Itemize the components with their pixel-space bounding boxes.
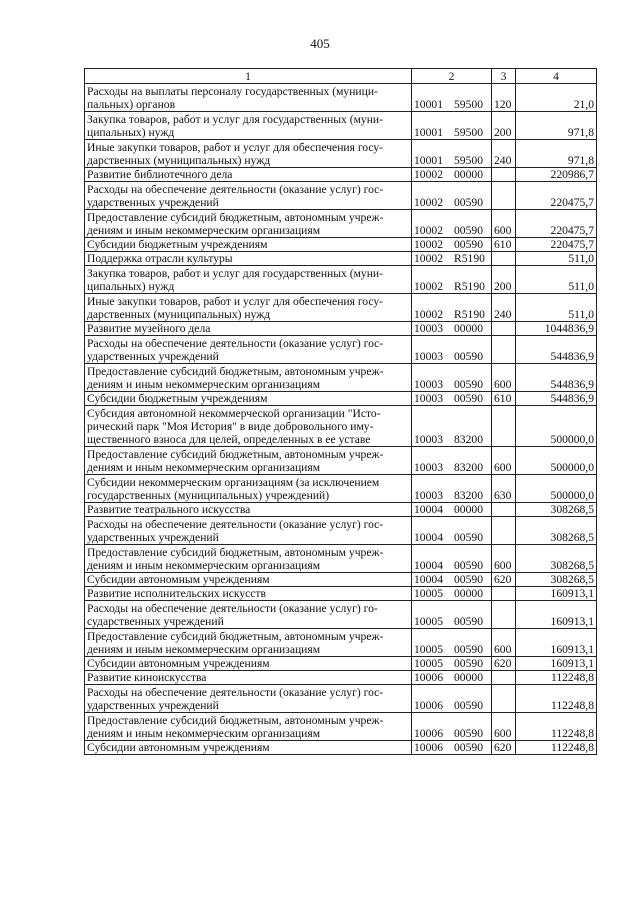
expense-type-code — [492, 587, 516, 601]
table-row — [85, 336, 597, 364]
amount-value: 971,8 — [516, 112, 597, 140]
program-code: 10002 — [414, 308, 443, 321]
expense-type-code — [492, 406, 516, 447]
expense-type-code — [492, 182, 516, 210]
table-row — [85, 629, 597, 657]
program-code: 10006 — [414, 671, 443, 684]
direction-code: 00590 — [454, 741, 483, 754]
expense-type-code — [492, 336, 516, 364]
target-article-code — [412, 238, 492, 252]
amount-value: 500000,0 — [516, 447, 597, 475]
table-row — [85, 168, 597, 182]
target-article-code — [412, 713, 492, 741]
table-row — [85, 266, 597, 294]
expense-item-name: Расходы на обеспечение деятельности (оказание услуг) гос-ударственных учреждений — [85, 182, 412, 210]
amount-value: 112248,8 — [516, 671, 597, 685]
target-article-code — [412, 475, 492, 503]
expense-type-code: 600 — [492, 713, 516, 741]
expense-item-name: Развитие театрального искусства — [85, 503, 412, 517]
program-code: 10003 — [414, 489, 443, 502]
table-row — [85, 503, 597, 517]
table-row — [85, 294, 597, 322]
amount-value: 308268,5 — [516, 573, 597, 587]
table-row — [85, 112, 597, 140]
expense-item-name: Развитие исполнительских искусств — [85, 587, 412, 601]
header-col-4: 4 — [516, 69, 597, 84]
expense-type-code — [492, 252, 516, 266]
amount-value: 112248,8 — [516, 741, 597, 755]
program-code: 10002 — [414, 196, 443, 209]
expense-type-code: 240 — [492, 140, 516, 168]
expense-type-code — [492, 685, 516, 713]
expense-item-name: Расходы на обеспечение деятельности (оказание услуг) гос-ударственных учреждений — [85, 517, 412, 545]
program-code: 10001 — [414, 154, 443, 167]
direction-code: 83200 — [454, 489, 483, 502]
table-row — [85, 210, 597, 238]
table-row — [85, 392, 597, 406]
table-row — [85, 517, 597, 545]
direction-code: 00590 — [454, 615, 483, 628]
program-code: 10004 — [414, 559, 443, 572]
expense-item-name: Развитие киноискусства — [85, 671, 412, 685]
expense-item-name: Расходы на выплаты персоналу государственных (муници-пальных) органов — [85, 84, 412, 112]
target-article-code — [412, 84, 492, 112]
target-article-code — [412, 210, 492, 238]
amount-value: 220986,7 — [516, 168, 597, 182]
program-code: 10005 — [414, 587, 443, 600]
direction-code: 00000 — [454, 322, 483, 335]
target-article-code — [412, 447, 492, 475]
amount-value: 511,0 — [516, 252, 597, 266]
program-code: 10003 — [414, 322, 443, 335]
direction-code: 00000 — [454, 168, 483, 181]
table-row — [85, 475, 597, 503]
program-code: 10002 — [414, 168, 443, 181]
program-code: 10005 — [414, 643, 443, 656]
direction-code: 00590 — [454, 392, 483, 405]
program-code: 10004 — [414, 503, 443, 516]
target-article-code — [412, 545, 492, 573]
expense-item-name: Субсидии бюджетным учреждениям — [85, 392, 412, 406]
table-row — [85, 322, 597, 336]
target-article-code — [412, 140, 492, 168]
expense-item-name: Предоставление субсидий бюджетным, автономным учреж-дениям и иным некоммерческим организациям — [85, 364, 412, 392]
program-code: 10003 — [414, 433, 443, 446]
expense-item-name: Предоставление субсидий бюджетным, автономным учреж-дениям и иным некоммерческим организациям — [85, 545, 412, 573]
program-code: 10004 — [414, 531, 443, 544]
table-row — [85, 671, 597, 685]
target-article-code — [412, 517, 492, 545]
expense-type-code — [492, 168, 516, 182]
expense-type-code — [492, 601, 516, 629]
target-article-code — [412, 406, 492, 447]
amount-value: 220475,7 — [516, 210, 597, 238]
table-row — [85, 657, 597, 671]
expense-item-name: Иные закупки товаров, работ и услуг для обеспечения госу-дарственных (муниципальных) нужд — [85, 140, 412, 168]
expense-type-code: 630 — [492, 475, 516, 503]
program-code: 10006 — [414, 741, 443, 754]
direction-code: 00590 — [454, 238, 483, 251]
expense-type-code: 620 — [492, 657, 516, 671]
direction-code: 00000 — [454, 671, 483, 684]
target-article-code — [412, 364, 492, 392]
expense-item-name: Развитие музейного дела — [85, 322, 412, 336]
expense-item-name: Предоставление субсидий бюджетным, автономным учреж-дениям и иным некоммерческим организациям — [85, 447, 412, 475]
target-article-code — [412, 573, 492, 587]
direction-code: 00590 — [454, 727, 483, 740]
amount-value: 500000,0 — [516, 475, 597, 503]
amount-value: 1044836,9 — [516, 322, 597, 336]
direction-code: R5190 — [454, 308, 485, 321]
target-article-code — [412, 741, 492, 755]
table-row — [85, 182, 597, 210]
amount-value: 308268,5 — [516, 545, 597, 573]
expense-type-code: 240 — [492, 294, 516, 322]
expense-type-code: 120 — [492, 84, 516, 112]
expense-type-code — [492, 322, 516, 336]
table-row — [85, 685, 597, 713]
amount-value: 21,0 — [516, 84, 597, 112]
direction-code: 00590 — [454, 378, 483, 391]
direction-code: 00590 — [454, 196, 483, 209]
direction-code: 00590 — [454, 224, 483, 237]
expense-type-code — [492, 671, 516, 685]
program-code: 10003 — [414, 350, 443, 363]
amount-value: 220475,7 — [516, 182, 597, 210]
program-code: 10001 — [414, 98, 443, 111]
amount-value: 544836,9 — [516, 364, 597, 392]
direction-code: 00590 — [454, 657, 483, 670]
expense-item-name: Предоставление субсидий бюджетным, автономным учреж-дениям и иным некоммерческим организациям — [85, 629, 412, 657]
target-article-code — [412, 671, 492, 685]
direction-code: 00590 — [454, 699, 483, 712]
expense-type-code: 620 — [492, 573, 516, 587]
program-code: 10002 — [414, 252, 443, 265]
amount-value: 160913,1 — [516, 657, 597, 671]
direction-code: 00000 — [454, 587, 483, 600]
expense-type-code — [492, 503, 516, 517]
program-code: 10005 — [414, 615, 443, 628]
amount-value: 160913,1 — [516, 587, 597, 601]
expense-item-name: Иные закупки товаров, работ и услуг для обеспечения госу-дарственных (муниципальных) нужд — [85, 294, 412, 322]
target-article-code — [412, 587, 492, 601]
header-col-3: 3 — [492, 69, 516, 84]
expense-item-name: Расходы на обеспечение деятельности (оказание услуг) гос-ударственных учреждений — [85, 336, 412, 364]
table-row — [85, 573, 597, 587]
direction-code: 00000 — [454, 503, 483, 516]
table-row — [85, 713, 597, 741]
direction-code: 00590 — [454, 350, 483, 363]
program-code: 10006 — [414, 727, 443, 740]
amount-value: 971,8 — [516, 140, 597, 168]
amount-value: 160913,1 — [516, 601, 597, 629]
direction-code: 59500 — [454, 126, 483, 139]
amount-value: 112248,8 — [516, 685, 597, 713]
expense-item-name: Закупка товаров, работ и услуг для государственных (муни-ципальных) нужд — [85, 266, 412, 294]
expense-type-code: 600 — [492, 364, 516, 392]
budget-table — [84, 68, 597, 755]
expense-item-name: Развитие библиотечного дела — [85, 168, 412, 182]
header-col-2: 2 — [412, 69, 492, 84]
program-code: 10002 — [414, 238, 443, 251]
direction-code: R5190 — [454, 280, 485, 293]
expense-type-code: 600 — [492, 545, 516, 573]
expense-type-code: 600 — [492, 629, 516, 657]
expense-type-code: 620 — [492, 741, 516, 755]
amount-value: 308268,5 — [516, 503, 597, 517]
table-row — [85, 406, 597, 447]
header-col-1: 1 — [85, 69, 412, 84]
target-article-code — [412, 657, 492, 671]
expense-item-name: Субсидия автономной некоммерческой организации "Исто-рический парк "Моя История" в виде добровольного иму-щественного взноса для целей, определенных в ее уставе — [85, 406, 412, 447]
expense-item-name: Субсидии автономным учреждениям — [85, 573, 412, 587]
program-code: 10003 — [414, 392, 443, 405]
target-article-code — [412, 168, 492, 182]
target-article-code — [412, 629, 492, 657]
expense-item-name: Субсидии некоммерческим организациям (за исключением государственных (муниципальных) учреждений) — [85, 475, 412, 503]
table-row — [85, 545, 597, 573]
table-row — [85, 252, 597, 266]
table-row — [85, 84, 597, 112]
table-row — [85, 741, 597, 755]
target-article-code — [412, 601, 492, 629]
expense-item-name: Субсидии автономным учреждениям — [85, 741, 412, 755]
target-article-code — [412, 336, 492, 364]
amount-value: 112248,8 — [516, 713, 597, 741]
expense-item-name: Субсидии бюджетным учреждениям — [85, 238, 412, 252]
table-header-row — [85, 69, 597, 84]
expense-item-name: Предоставление субсидий бюджетным, автономным учреж-дениям и иным некоммерческим организациям — [85, 713, 412, 741]
amount-value: 544836,9 — [516, 392, 597, 406]
direction-code: 59500 — [454, 154, 483, 167]
target-article-code — [412, 685, 492, 713]
target-article-code — [412, 294, 492, 322]
expense-item-name: Предоставление субсидий бюджетным, автономным учреж-дениям и иным некоммерческим организациям — [85, 210, 412, 238]
direction-code: 83200 — [454, 461, 483, 474]
direction-code: 00590 — [454, 531, 483, 544]
expense-type-code: 600 — [492, 447, 516, 475]
expense-type-code — [492, 517, 516, 545]
amount-value: 511,0 — [516, 294, 597, 322]
target-article-code — [412, 252, 492, 266]
expense-item-name: Закупка товаров, работ и услуг для государственных (муни-ципальных) нужд — [85, 112, 412, 140]
direction-code: R5190 — [454, 252, 485, 265]
expense-item-name: Расходы на обеспечение деятельности (оказание услуг) го-сударственных учреждений — [85, 601, 412, 629]
amount-value: 544836,9 — [516, 336, 597, 364]
program-code: 10003 — [414, 378, 443, 391]
program-code: 10005 — [414, 657, 443, 670]
amount-value: 220475,7 — [516, 238, 597, 252]
amount-value: 511,0 — [516, 266, 597, 294]
amount-value: 500000,0 — [516, 406, 597, 447]
program-code: 10002 — [414, 280, 443, 293]
direction-code: 00590 — [454, 643, 483, 656]
direction-code: 00590 — [454, 573, 483, 586]
direction-code: 59500 — [454, 98, 483, 111]
table-row — [85, 140, 597, 168]
target-article-code — [412, 266, 492, 294]
table-row — [85, 447, 597, 475]
expense-type-code: 610 — [492, 392, 516, 406]
table-row — [85, 601, 597, 629]
program-code: 10006 — [414, 699, 443, 712]
expense-type-code: 610 — [492, 238, 516, 252]
target-article-code — [412, 503, 492, 517]
target-article-code — [412, 392, 492, 406]
amount-value: 308268,5 — [516, 517, 597, 545]
page-number: 405 — [310, 36, 330, 51]
direction-code: 83200 — [454, 433, 483, 446]
table-row — [85, 364, 597, 392]
expense-item-name: Субсидии автономным учреждениям — [85, 657, 412, 671]
table-row — [85, 587, 597, 601]
target-article-code — [412, 182, 492, 210]
target-article-code — [412, 322, 492, 336]
table-row — [85, 238, 597, 252]
program-code: 10004 — [414, 573, 443, 586]
expense-type-code: 200 — [492, 266, 516, 294]
expense-type-code: 600 — [492, 210, 516, 238]
amount-value: 160913,1 — [516, 629, 597, 657]
expense-item-name: Поддержка отрасли культуры — [85, 252, 412, 266]
expense-type-code: 200 — [492, 112, 516, 140]
expense-item-name: Расходы на обеспечение деятельности (оказание услуг) гос-ударственных учреждений — [85, 685, 412, 713]
direction-code: 00590 — [454, 559, 483, 572]
program-code: 10001 — [414, 126, 443, 139]
target-article-code — [412, 112, 492, 140]
program-code: 10002 — [414, 224, 443, 237]
program-code: 10003 — [414, 461, 443, 474]
